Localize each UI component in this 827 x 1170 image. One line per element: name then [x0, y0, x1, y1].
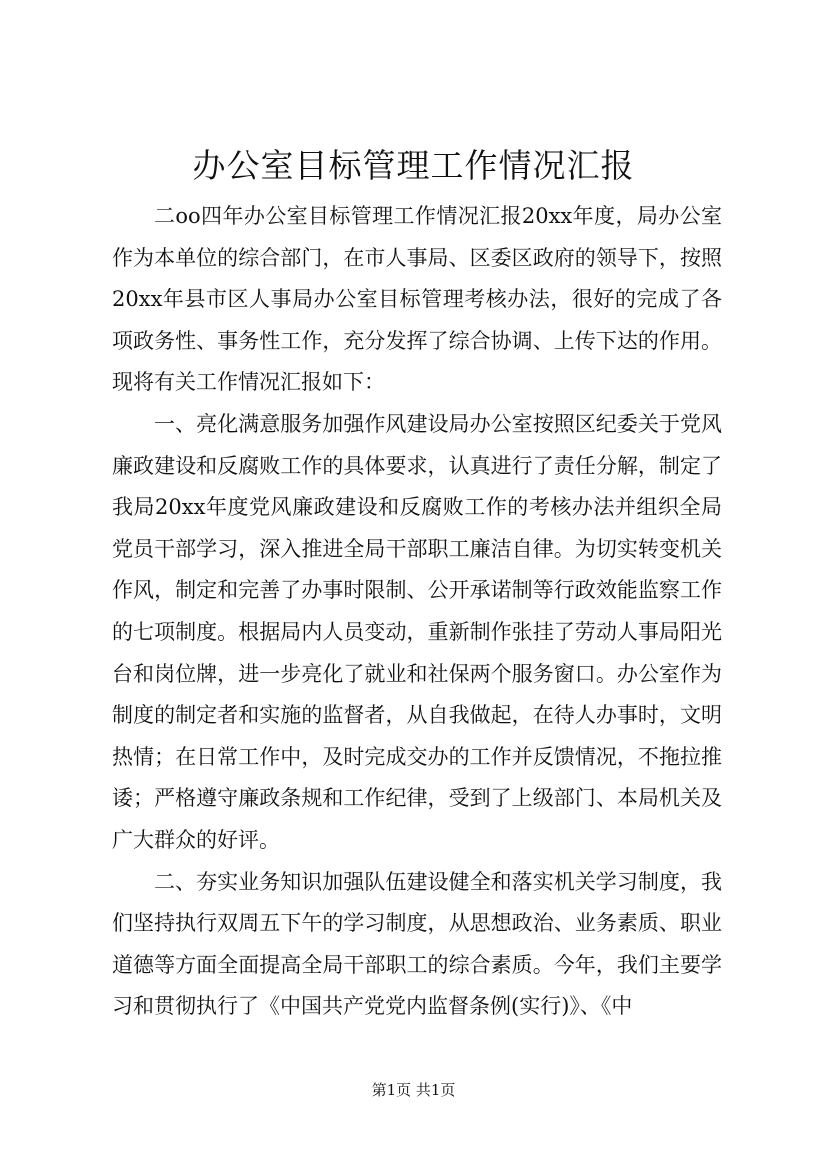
document-body	[112, 196, 722, 1028]
document-title: 办公室目标管理工作情况汇报	[192, 146, 635, 185]
paragraph-section-2: 二、夯实业务知识加强队伍建设健全和落实机关学习制度，我们坚持执行双周五下午的学习制度，从思想政治、业务素质、职业道德等方面全面提高全局干部职工的综合素质。今年，我们主要学习和贯彻执行了《中国共产党党内监督条例(实行)》、《中	[112, 869, 722, 1019]
paragraph-intro: 二oo四年办公室目标管理工作情况汇报20xx年度，局办公室作为本单位的综合部门，在市人事局、区委区政府的领导下，按照20xx年县市区人事局办公室目标管理考核办法，很好的完成了各项政务性、事务性工作，充分发挥了综合协调、上传下达的作用。现将有关工作情况汇报如下：	[112, 204, 722, 395]
paragraph-section-1: 一、亮化满意服务加强作风建设局办公室按照区纪委关于党风廉政建设和反腐败工作的具体要求，认真进行了责任分解，制定了我局20xx年度党风廉政建设和反腐败工作的考核办法并组织全局党员干部学习，深入推进全局干部职工廉洁自律。为切实转变机关作风，制定和完善了办事时限制、公开承诺制等行政效能监察工作的七项制度。根据局内人员变动，重新制作张挂了劳动人事局阳光台和岗位牌，进一步亮化了就业和社保两个服务窗口。办公室作为制度的制定者和实施的监督者，从自我做起，在待人办事时，文明热情；在日常工作中，及时完成交办的工作并反馈情况，不拖拉推诿；严格遵守廉政条规和工作纪律，受到了上级部门、本局机关及广大群众的好评。	[112, 411, 722, 852]
page-footer: 第1页 共1页	[371, 1081, 456, 1099]
